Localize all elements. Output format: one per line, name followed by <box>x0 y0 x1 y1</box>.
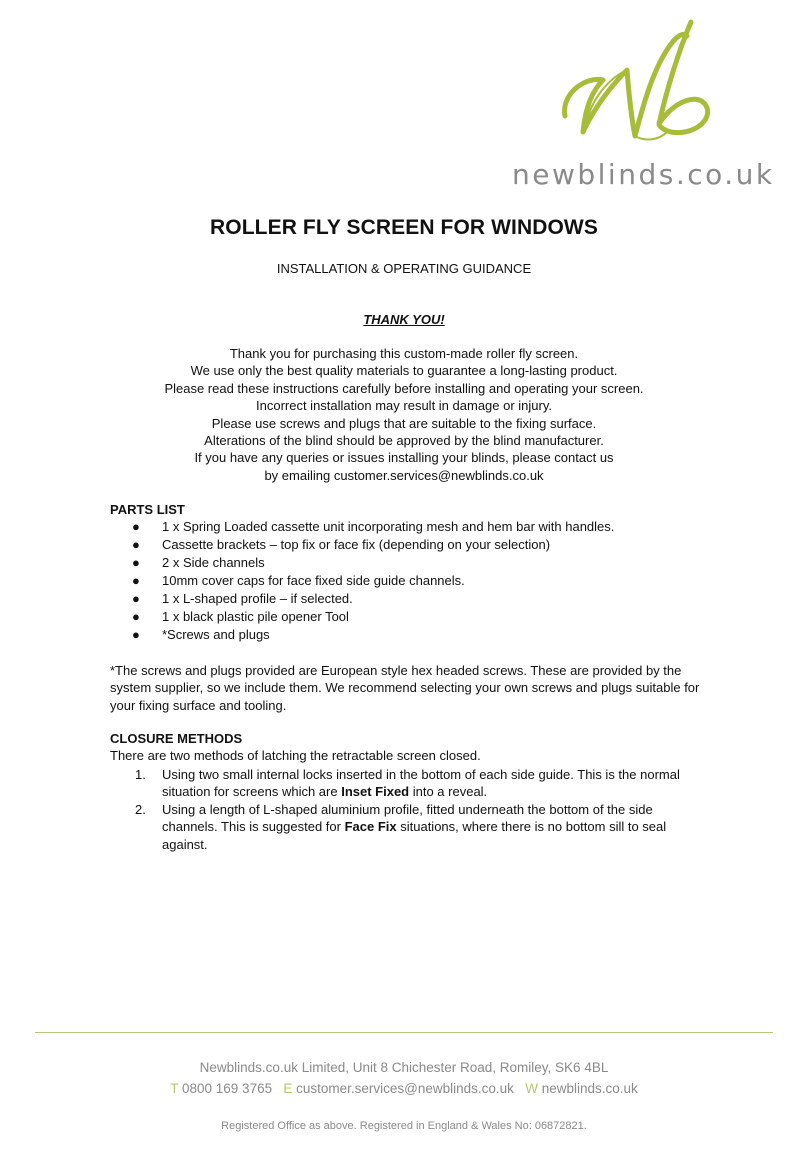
footer-address: Newblinds.co.uk Limited, Unit 8 Chichester Road, Romiley, SK6 4BL <box>199 1060 609 1075</box>
bullet-icon: ● <box>132 555 140 570</box>
screws-note: *The screws and plugs provided are European style hex headed screws. These are provided by the system supplier, so we include them. We recommend selecting your own screws and plugs suitable for your fixing surface and tooling. <box>110 663 700 713</box>
thanks-line: Thank you for purchasing this custom-made roller fly screen. <box>229 346 579 361</box>
web-label: W <box>525 1081 538 1096</box>
list-item: ● 1 x L-shaped profile – if selected. <box>132 591 353 606</box>
closure-methods-heading: CLOSURE METHODS <box>110 731 243 746</box>
bullet-icon: ● <box>132 537 140 552</box>
list-number: 2. <box>135 801 146 817</box>
thanks-line: by emailing customer.services@newblinds.co.uk <box>264 467 544 483</box>
list-item: 2. Using a length of L-shaped aluminium profile, fitted underneath the bottom of the side channels. This is suggested for Face Fix situations, where there is no bottom sill to seal against. <box>135 801 667 852</box>
email-label: E <box>283 1081 293 1096</box>
list-item: ● *Screws and plugs <box>132 627 270 642</box>
list-item: ● Cassette brackets – top fix or face fix (depending on your selection) <box>132 537 551 552</box>
footer-divider <box>35 1032 773 1033</box>
bullet-icon: ● <box>132 609 140 624</box>
thanks-line: Alterations of the blind should be approved by the blind manufacturer. <box>204 433 604 449</box>
list-item: ● 10mm cover caps for face fixed side guide channels. <box>132 573 465 588</box>
list-item: ● 1 x black plastic pile opener Tool <box>132 609 349 624</box>
footer-phone: 0800 169 3765 <box>182 1081 273 1096</box>
bullet-icon: ● <box>132 573 140 588</box>
page-title: ROLLER FLY SCREEN FOR WINDOWS <box>210 216 598 239</box>
thanks-line: Please use screws and plugs that are suitable to the fixing surface. <box>211 415 597 431</box>
list-item: ● 1 x Spring Loaded cassette unit incorporating mesh and hem bar with handles. <box>132 519 615 534</box>
parts-list <box>110 518 614 644</box>
thanks-line: We use only the best quality materials to guarantee a long-lasting product. <box>190 363 618 379</box>
footer-email: customer.services@newblinds.co.uk <box>296 1081 514 1096</box>
nb-monogram-logo <box>555 14 725 164</box>
thanks-line: If you have any queries or issues installing your blinds, please contact us <box>194 450 614 466</box>
thanks-line: Incorrect installation may result in damage or injury. <box>256 398 552 414</box>
phone-label: T <box>170 1081 179 1096</box>
bullet-icon: ● <box>132 591 140 606</box>
brand-wordmark: newblinds.co.uk <box>512 158 775 191</box>
footer-contact <box>0 1081 808 1096</box>
page-subtitle: INSTALLATION & OPERATING GUIDANCE <box>276 261 532 276</box>
thanks-heading: THANK YOU! <box>363 312 445 327</box>
header-logo <box>0 0 808 210</box>
list-number: 1. <box>135 767 146 782</box>
list-item: 1. Using two small internal locks inserted in the bottom of each side guide. This is the normal situation for screens which are Inset Fixed into a reveal. <box>135 767 680 800</box>
footer-website: newblinds.co.uk <box>541 1081 638 1096</box>
closure-methods-list <box>110 766 690 853</box>
thanks-line: Please read these instructions carefully before installing and operating your screen. <box>164 380 644 396</box>
closure-intro: There are two methods of latching the retractable screen closed. <box>110 748 481 763</box>
parts-list-heading: PARTS LIST <box>110 502 185 517</box>
bullet-icon: ● <box>132 627 140 642</box>
list-item: ● 2 x Side channels <box>132 555 265 570</box>
thanks-message <box>0 345 808 484</box>
bullet-icon: ● <box>132 519 140 534</box>
footer-registered: Registered Office as above. Registered in England & Wales No: 06872821. <box>221 1120 587 1132</box>
